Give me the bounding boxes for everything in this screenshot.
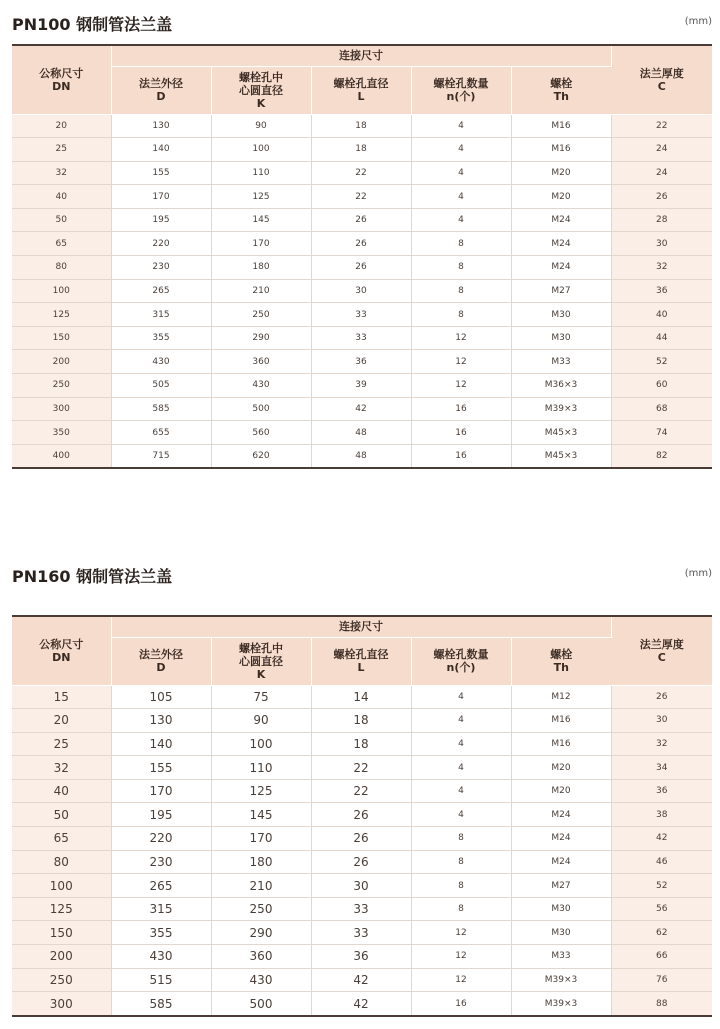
table-row (12, 374, 712, 398)
cell-th: M33 (511, 350, 611, 374)
cell-d: 355 (111, 326, 211, 350)
table-row (12, 921, 712, 945)
cell-th: M27 (511, 874, 611, 898)
table-row (12, 279, 712, 303)
cell-d: 220 (111, 827, 211, 851)
cell-l: 48 (311, 421, 411, 445)
cell-dn: 80 (12, 256, 111, 280)
cell-th: M24 (511, 208, 611, 232)
cell-c: 46 (611, 850, 712, 874)
cell-dn: 25 (12, 138, 111, 162)
table-row (12, 114, 712, 138)
cell-c: 44 (611, 326, 712, 350)
spec-table (12, 615, 712, 1017)
cell-d: 230 (111, 850, 211, 874)
table-row (12, 756, 712, 780)
cell-dn: 250 (12, 968, 111, 992)
cell-l: 36 (311, 350, 411, 374)
cell-th: M36×3 (511, 374, 611, 398)
section-title: PN100 钢制管法兰盖 (12, 15, 173, 34)
cell-k: 560 (211, 421, 311, 445)
cell-n: 4 (411, 803, 511, 827)
header-n: 螺栓孔数量 n(个) (411, 637, 511, 685)
cell-k: 110 (211, 756, 311, 780)
cell-d: 505 (111, 374, 211, 398)
header-connection-size: 连接尺寸 (111, 616, 611, 637)
cell-dn: 100 (12, 874, 111, 898)
cell-dn: 350 (12, 421, 111, 445)
header-th: 螺栓 Th (511, 637, 611, 685)
cell-dn: 25 (12, 732, 111, 756)
cell-n: 8 (411, 232, 511, 256)
cell-th: M12 (511, 685, 611, 709)
cell-d: 265 (111, 279, 211, 303)
cell-l: 42 (311, 397, 411, 421)
header-k: 螺栓孔中 心圆直径 K (211, 637, 311, 685)
cell-n: 4 (411, 685, 511, 709)
cell-th: M20 (511, 779, 611, 803)
header-k: 螺栓孔中 心圆直径 K (211, 66, 311, 114)
cell-n: 12 (411, 921, 511, 945)
cell-n: 4 (411, 779, 511, 803)
table-row (12, 732, 712, 756)
cell-n: 16 (411, 421, 511, 445)
cell-k: 290 (211, 921, 311, 945)
table-row (12, 326, 712, 350)
cell-dn: 300 (12, 992, 111, 1016)
cell-n: 4 (411, 208, 511, 232)
cell-c: 36 (611, 279, 712, 303)
cell-d: 155 (111, 756, 211, 780)
cell-dn: 40 (12, 779, 111, 803)
table-row (12, 850, 712, 874)
cell-l: 33 (311, 303, 411, 327)
header-n: 螺栓孔数量 n(个) (411, 66, 511, 114)
cell-l: 26 (311, 256, 411, 280)
cell-n: 8 (411, 279, 511, 303)
cell-th: M20 (511, 161, 611, 185)
cell-k: 210 (211, 279, 311, 303)
cell-n: 8 (411, 256, 511, 280)
cell-dn: 125 (12, 303, 111, 327)
cell-k: 100 (211, 138, 311, 162)
cell-k: 145 (211, 803, 311, 827)
cell-n: 8 (411, 850, 511, 874)
cell-l: 26 (311, 827, 411, 851)
cell-d: 220 (111, 232, 211, 256)
table-row (12, 945, 712, 969)
table-row (12, 138, 712, 162)
cell-dn: 300 (12, 397, 111, 421)
table-row (12, 161, 712, 185)
cell-n: 12 (411, 326, 511, 350)
cell-l: 26 (311, 208, 411, 232)
cell-l: 39 (311, 374, 411, 398)
header-connection-size: 连接尺寸 (111, 45, 611, 66)
cell-th: M39×3 (511, 397, 611, 421)
cell-n: 16 (411, 397, 511, 421)
cell-l: 18 (311, 732, 411, 756)
cell-dn: 200 (12, 350, 111, 374)
unit-label: (mm) (684, 16, 712, 27)
cell-dn: 400 (12, 444, 111, 468)
cell-c: 28 (611, 208, 712, 232)
cell-k: 90 (211, 114, 311, 138)
cell-d: 315 (111, 897, 211, 921)
table-row (12, 803, 712, 827)
cell-n: 12 (411, 374, 511, 398)
cell-k: 250 (211, 897, 311, 921)
cell-c: 38 (611, 803, 712, 827)
table-row (12, 827, 712, 851)
cell-n: 12 (411, 350, 511, 374)
cell-c: 24 (611, 161, 712, 185)
cell-th: M16 (511, 138, 611, 162)
cell-th: M39×3 (511, 992, 611, 1016)
cell-d: 315 (111, 303, 211, 327)
cell-th: M24 (511, 827, 611, 851)
cell-d: 105 (111, 685, 211, 709)
cell-k: 500 (211, 992, 311, 1016)
cell-k: 180 (211, 256, 311, 280)
cell-th: M24 (511, 256, 611, 280)
cell-dn: 32 (12, 161, 111, 185)
cell-l: 22 (311, 756, 411, 780)
cell-c: 34 (611, 756, 712, 780)
table-row (12, 992, 712, 1016)
cell-dn: 20 (12, 709, 111, 733)
cell-dn: 150 (12, 921, 111, 945)
cell-k: 125 (211, 185, 311, 209)
cell-n: 4 (411, 185, 511, 209)
cell-d: 130 (111, 709, 211, 733)
cell-c: 40 (611, 303, 712, 327)
cell-k: 170 (211, 827, 311, 851)
cell-l: 22 (311, 185, 411, 209)
cell-k: 620 (211, 444, 311, 468)
cell-d: 265 (111, 874, 211, 898)
header-dn: 公称尺寸 DN (12, 616, 111, 685)
cell-k: 75 (211, 685, 311, 709)
cell-d: 430 (111, 945, 211, 969)
header-c: 法兰厚度 C (611, 616, 712, 685)
cell-k: 210 (211, 874, 311, 898)
cell-k: 250 (211, 303, 311, 327)
cell-l: 33 (311, 897, 411, 921)
cell-d: 130 (111, 114, 211, 138)
cell-n: 4 (411, 114, 511, 138)
cell-k: 430 (211, 968, 311, 992)
cell-l: 22 (311, 779, 411, 803)
cell-c: 66 (611, 945, 712, 969)
cell-l: 30 (311, 874, 411, 898)
cell-d: 430 (111, 350, 211, 374)
cell-l: 26 (311, 803, 411, 827)
cell-k: 125 (211, 779, 311, 803)
cell-d: 195 (111, 803, 211, 827)
cell-c: 30 (611, 232, 712, 256)
cell-dn: 50 (12, 208, 111, 232)
cell-l: 48 (311, 444, 411, 468)
cell-l: 33 (311, 326, 411, 350)
cell-n: 16 (411, 992, 511, 1016)
cell-c: 24 (611, 138, 712, 162)
cell-dn: 65 (12, 232, 111, 256)
cell-l: 42 (311, 992, 411, 1016)
cell-k: 430 (211, 374, 311, 398)
cell-c: 42 (611, 827, 712, 851)
cell-c: 26 (611, 185, 712, 209)
cell-n: 8 (411, 827, 511, 851)
cell-th: M45×3 (511, 421, 611, 445)
table-body (12, 114, 712, 468)
cell-c: 30 (611, 709, 712, 733)
cell-d: 170 (111, 185, 211, 209)
cell-th: M39×3 (511, 968, 611, 992)
table-row (12, 444, 712, 468)
cell-c: 74 (611, 421, 712, 445)
cell-d: 230 (111, 256, 211, 280)
cell-k: 180 (211, 850, 311, 874)
cell-l: 18 (311, 114, 411, 138)
cell-n: 8 (411, 897, 511, 921)
header-l: 螺栓孔直径 L (311, 637, 411, 685)
header-d: 法兰外径 D (111, 66, 211, 114)
cell-n: 12 (411, 945, 511, 969)
cell-d: 515 (111, 968, 211, 992)
cell-c: 36 (611, 779, 712, 803)
cell-n: 8 (411, 303, 511, 327)
table-body (12, 685, 712, 1016)
cell-th: M24 (511, 232, 611, 256)
cell-c: 60 (611, 374, 712, 398)
cell-n: 4 (411, 732, 511, 756)
cell-th: M33 (511, 945, 611, 969)
cell-c: 68 (611, 397, 712, 421)
cell-dn: 50 (12, 803, 111, 827)
cell-l: 14 (311, 685, 411, 709)
cell-k: 170 (211, 232, 311, 256)
cell-c: 52 (611, 874, 712, 898)
unit-label: (mm) (684, 568, 712, 579)
table-row (12, 897, 712, 921)
cell-dn: 20 (12, 114, 111, 138)
header-dn: 公称尺寸 DN (12, 45, 111, 114)
cell-th: M24 (511, 850, 611, 874)
cell-c: 82 (611, 444, 712, 468)
cell-dn: 250 (12, 374, 111, 398)
cell-d: 195 (111, 208, 211, 232)
cell-th: M30 (511, 897, 611, 921)
cell-l: 33 (311, 921, 411, 945)
cell-d: 155 (111, 161, 211, 185)
cell-d: 355 (111, 921, 211, 945)
cell-th: M20 (511, 756, 611, 780)
header-th: 螺栓 Th (511, 66, 611, 114)
cell-th: M16 (511, 732, 611, 756)
table-row (12, 256, 712, 280)
table-row (12, 874, 712, 898)
cell-th: M30 (511, 326, 611, 350)
cell-d: 585 (111, 992, 211, 1016)
table-row (12, 397, 712, 421)
cell-th: M45×3 (511, 444, 611, 468)
cell-l: 18 (311, 138, 411, 162)
cell-d: 170 (111, 779, 211, 803)
table-row (12, 303, 712, 327)
cell-k: 110 (211, 161, 311, 185)
cell-n: 12 (411, 968, 511, 992)
section-title: PN160 钢制管法兰盖 (12, 567, 173, 586)
cell-c: 88 (611, 992, 712, 1016)
cell-th: M24 (511, 803, 611, 827)
cell-n: 4 (411, 756, 511, 780)
cell-k: 290 (211, 326, 311, 350)
cell-d: 585 (111, 397, 211, 421)
table-row (12, 779, 712, 803)
section-pn100 (12, 0, 712, 470)
cell-dn: 200 (12, 945, 111, 969)
cell-d: 140 (111, 138, 211, 162)
cell-k: 360 (211, 945, 311, 969)
cell-d: 140 (111, 732, 211, 756)
cell-k: 90 (211, 709, 311, 733)
cell-c: 62 (611, 921, 712, 945)
cell-c: 56 (611, 897, 712, 921)
table-row (12, 968, 712, 992)
cell-th: M20 (511, 185, 611, 209)
cell-dn: 65 (12, 827, 111, 851)
cell-d: 655 (111, 421, 211, 445)
cell-k: 360 (211, 350, 311, 374)
cell-th: M27 (511, 279, 611, 303)
cell-c: 22 (611, 114, 712, 138)
cell-c: 26 (611, 685, 712, 709)
table-row (12, 350, 712, 374)
table-row (12, 709, 712, 733)
cell-th: M16 (511, 709, 611, 733)
cell-dn: 15 (12, 685, 111, 709)
cell-k: 100 (211, 732, 311, 756)
cell-d: 715 (111, 444, 211, 468)
cell-dn: 150 (12, 326, 111, 350)
cell-n: 4 (411, 709, 511, 733)
table-row (12, 232, 712, 256)
table-row (12, 208, 712, 232)
header-c: 法兰厚度 C (611, 45, 712, 114)
cell-l: 26 (311, 232, 411, 256)
cell-l: 42 (311, 968, 411, 992)
cell-dn: 100 (12, 279, 111, 303)
table-row (12, 685, 712, 709)
cell-n: 8 (411, 874, 511, 898)
cell-l: 22 (311, 161, 411, 185)
table-row (12, 421, 712, 445)
cell-c: 52 (611, 350, 712, 374)
section-pn160 (12, 560, 712, 1029)
cell-th: M30 (511, 303, 611, 327)
cell-n: 4 (411, 161, 511, 185)
cell-l: 26 (311, 850, 411, 874)
cell-l: 18 (311, 709, 411, 733)
cell-c: 32 (611, 732, 712, 756)
cell-th: M30 (511, 921, 611, 945)
cell-k: 145 (211, 208, 311, 232)
cell-k: 500 (211, 397, 311, 421)
cell-dn: 80 (12, 850, 111, 874)
cell-dn: 125 (12, 897, 111, 921)
cell-l: 30 (311, 279, 411, 303)
cell-n: 4 (411, 138, 511, 162)
header-l: 螺栓孔直径 L (311, 66, 411, 114)
cell-l: 36 (311, 945, 411, 969)
cell-c: 32 (611, 256, 712, 280)
spec-table (12, 44, 712, 469)
cell-dn: 40 (12, 185, 111, 209)
cell-c: 76 (611, 968, 712, 992)
header-d: 法兰外径 D (111, 637, 211, 685)
cell-dn: 32 (12, 756, 111, 780)
cell-th: M16 (511, 114, 611, 138)
table-row (12, 185, 712, 209)
cell-n: 16 (411, 444, 511, 468)
